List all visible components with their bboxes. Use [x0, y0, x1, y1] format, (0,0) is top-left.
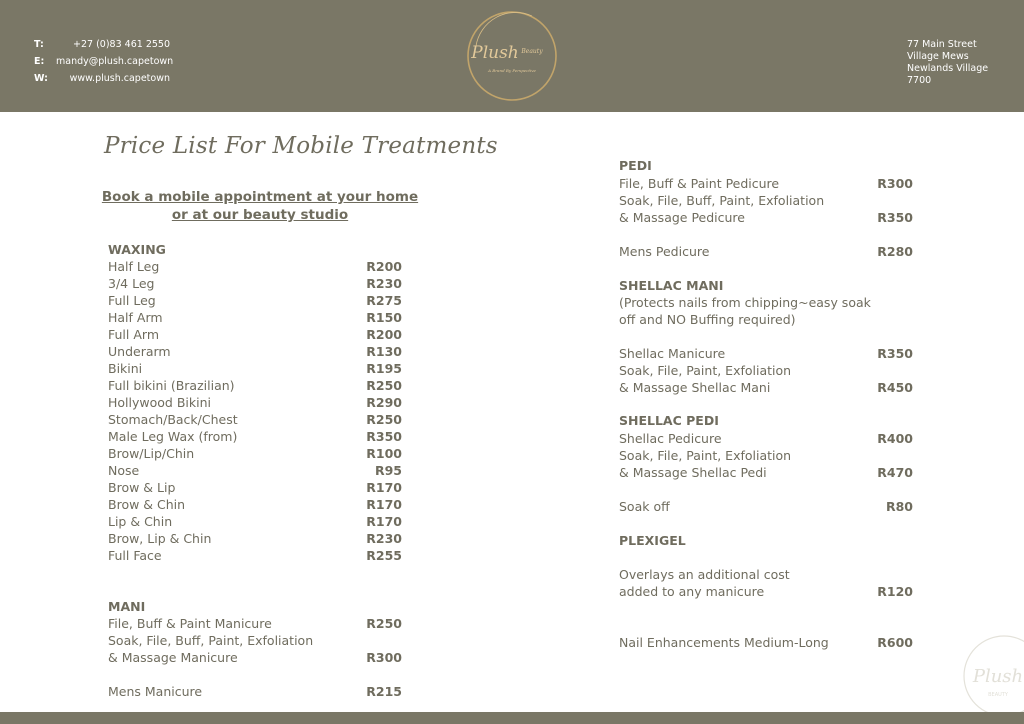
item-name: Brow & Lip: [108, 480, 176, 495]
address-block: [907, 39, 988, 87]
list-item: [108, 309, 402, 326]
item-price: R100: [366, 446, 402, 461]
item-name: Hollywood Bikini: [108, 395, 211, 410]
item-name: Half Arm: [108, 310, 163, 325]
footer-band: [0, 712, 1024, 724]
plexigel-price: R120: [877, 584, 913, 599]
item-name: Male Leg Wax (from): [108, 429, 238, 444]
shellac-mani-item-1-name: Shellac Manicure: [619, 346, 726, 361]
item-price: R195: [366, 361, 402, 376]
pedi-item-2-price: R350: [877, 210, 913, 225]
shellac-mani-item-2-price: R450: [877, 380, 913, 395]
contact-web: [34, 73, 170, 90]
list-item: [108, 326, 402, 343]
shellac-pedi-item-1-price: R400: [877, 431, 913, 446]
address-line-3: Newlands Village: [907, 63, 989, 74]
nail-enhancements-price: R600: [877, 635, 913, 650]
mani-item-2-price: R300: [366, 650, 402, 665]
list-item: [108, 445, 402, 462]
item-price: R130: [366, 344, 402, 359]
waxing-heading: WAXING: [108, 242, 166, 257]
logo-sub-text: Beauty: [521, 48, 543, 55]
item-name: Brow & Chin: [108, 497, 186, 512]
item-price: R275: [366, 293, 402, 308]
booking-line-1: Book a mobile appointment at your home: [101, 189, 419, 205]
list-item: [108, 479, 402, 496]
shellac-mani-note-1: (Protects nails from chipping~easy soak: [619, 295, 871, 310]
mani-item-1-name: File, Buff & Paint Manicure: [108, 616, 272, 631]
plexigel-heading: PLEXIGEL: [619, 533, 686, 548]
watermark-brand-text: Plush: [972, 666, 1024, 687]
list-item: [108, 547, 402, 564]
contact-block: [34, 39, 174, 90]
mani-item-3-price: R215: [366, 684, 402, 699]
list-item: [108, 462, 402, 479]
page-title: Price List For Mobile Treatments: [104, 133, 498, 159]
booking-line-2: or at our beauty studio: [171, 207, 349, 223]
list-item: [108, 275, 402, 292]
shellac-mani-item-1-price: R350: [877, 346, 913, 361]
item-price: R200: [366, 327, 402, 342]
shellac-pedi-item-1-name: Shellac Pedicure: [619, 431, 722, 446]
shellac-mani-note-2: off and NO Buffing required): [619, 312, 796, 327]
nail-enhancements-name: Nail Enhancements Medium-Long: [619, 635, 829, 650]
item-name: Bikini: [108, 361, 143, 376]
contact-phone-key: T:: [34, 39, 44, 50]
mani-item-1-price: R250: [366, 616, 402, 631]
contact-phone-value: +27 (0)83 461 2550: [73, 39, 170, 50]
address-line-1: 77 Main Street: [907, 39, 977, 50]
list-item: [108, 428, 402, 445]
item-price: R95: [374, 463, 402, 478]
shellac-pedi-item-2-line-2: & Massage Shellac Pedi: [619, 465, 767, 480]
item-name: Full Face: [108, 548, 162, 563]
soak-off-name: Soak off: [619, 499, 670, 514]
booking-note: [100, 188, 420, 224]
list-item: [108, 530, 402, 547]
contact-web-key: W:: [34, 73, 48, 84]
item-price: R170: [366, 514, 402, 529]
contact-phone: [34, 39, 170, 56]
list-item: [108, 360, 402, 377]
item-price: R290: [366, 395, 402, 410]
item-name: Full Leg: [108, 293, 156, 308]
pedi-heading: PEDI: [619, 158, 652, 173]
item-price: R170: [366, 480, 402, 495]
mani-item-2-line-1: Soak, File, Buff, Paint, Exfoliation: [108, 633, 314, 648]
item-name: Brow/Lip/Chin: [108, 446, 195, 461]
item-name: 3/4 Leg: [108, 276, 155, 291]
mani-item-2-line-2: & Massage Manicure: [108, 650, 238, 665]
logo-tagline-text: A Brand By Perspective: [488, 68, 536, 73]
address-line-4: 7700: [907, 75, 932, 86]
item-price: R170: [366, 497, 402, 512]
list-item: [108, 343, 402, 360]
pedi-item-1-name: File, Buff & Paint Pedicure: [619, 176, 780, 191]
mani-heading: MANI: [108, 599, 146, 614]
item-name: Nose: [108, 463, 140, 478]
item-price: R200: [366, 259, 402, 274]
logo-brand-text: Plush: [471, 43, 519, 63]
item-price: R250: [366, 412, 402, 427]
pedi-item-2-line-1: Soak, File, Buff, Paint, Exfoliation: [619, 193, 825, 208]
contact-email-value: mandy@plush.capetown: [56, 56, 174, 67]
soak-off-price: R80: [885, 499, 913, 514]
item-name: Full Arm: [108, 327, 159, 342]
item-price: R250: [366, 378, 402, 393]
list-item: [108, 258, 402, 275]
shellac-mani-item-2-line-2: & Massage Shellac Mani: [619, 380, 771, 395]
waxing-list: [108, 258, 402, 564]
item-price: R150: [366, 310, 402, 325]
item-name: Lip & Chin: [108, 514, 173, 529]
item-price: R230: [366, 531, 402, 546]
list-item: [108, 292, 402, 309]
watermark-sub-text: BEAUTY: [988, 692, 1008, 698]
item-name: Full bikini (Brazilian): [108, 378, 235, 393]
mani-item-3-name: Mens Manicure: [108, 684, 203, 699]
watermark-logo: [958, 630, 1024, 720]
item-price: R230: [366, 276, 402, 291]
shellac-mani-item-2-line-1: Soak, File, Paint, Exfoliation: [619, 363, 792, 378]
address-line-2: Village Mews: [907, 51, 969, 62]
shellac-mani-heading: SHELLAC MANI: [619, 278, 724, 293]
plexigel-line-2: added to any manicure: [619, 584, 765, 599]
pedi-item-3-price: R280: [877, 244, 913, 259]
pedi-item-2-line-2: & Massage Pedicure: [619, 210, 745, 225]
plush-logo: [462, 6, 562, 106]
contact-web-value: www.plush.capetown: [69, 73, 170, 84]
list-item: [108, 411, 402, 428]
list-item: [108, 394, 402, 411]
list-item: [108, 377, 402, 394]
pedi-item-3-name: Mens Pedicure: [619, 244, 710, 259]
item-name: Stomach/Back/Chest: [108, 412, 238, 427]
item-name: Half Leg: [108, 259, 160, 274]
pedi-item-1-price: R300: [877, 176, 913, 191]
item-price: R350: [366, 429, 402, 444]
contact-email: [34, 56, 174, 73]
shellac-pedi-item-2-price: R470: [877, 465, 913, 480]
plexigel-line-1: Overlays an additional cost: [619, 567, 790, 582]
contact-email-key: E:: [34, 56, 45, 67]
list-item: [108, 513, 402, 530]
shellac-pedi-item-2-line-1: Soak, File, Paint, Exfoliation: [619, 448, 792, 463]
shellac-pedi-heading: SHELLAC PEDI: [619, 413, 719, 428]
item-name: Brow, Lip & Chin: [108, 531, 212, 546]
list-item: [108, 496, 402, 513]
item-price: R255: [366, 548, 402, 563]
item-name: Underarm: [108, 344, 171, 359]
